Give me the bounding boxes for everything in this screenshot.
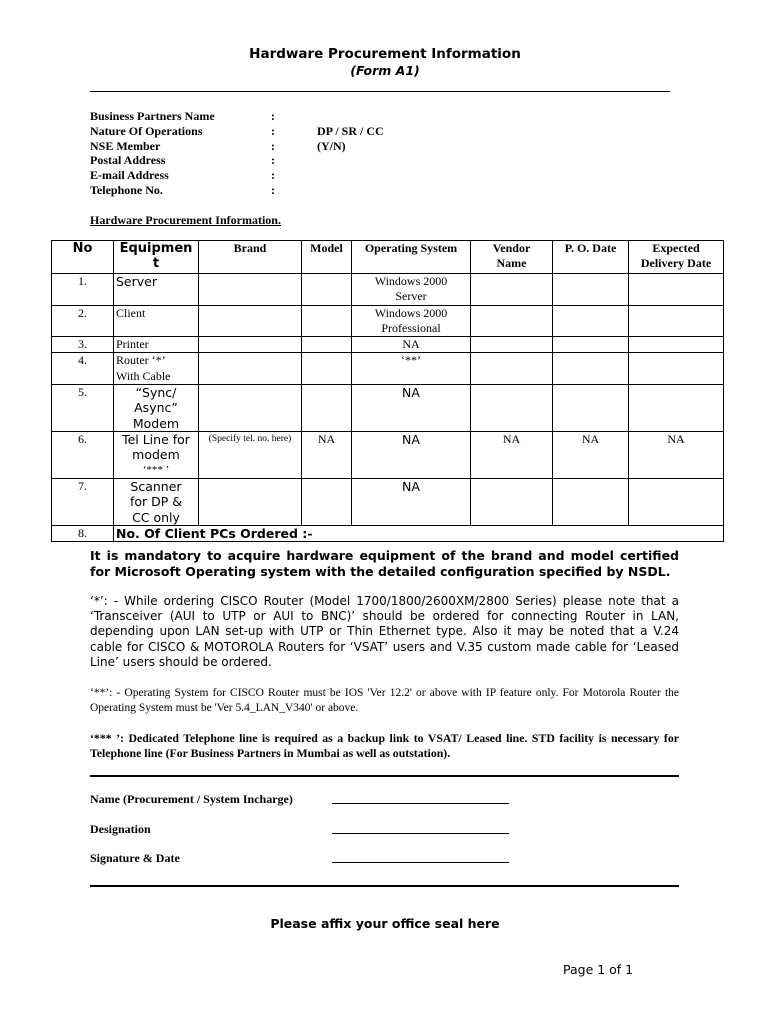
model-cell[interactable] <box>302 305 352 337</box>
vendor-cell[interactable] <box>471 478 553 525</box>
client-pcs-ordered[interactable]: No. Of Client PCs Ordered :- <box>114 525 724 541</box>
delivery-date-cell[interactable] <box>629 385 724 432</box>
equipment-line: “Sync/ <box>135 385 177 401</box>
info-label: Nature Of Operations <box>90 123 203 138</box>
row-number: 2. <box>52 305 114 337</box>
designation-field-line[interactable] <box>332 833 509 834</box>
po-date-cell[interactable] <box>553 337 629 353</box>
office-seal-text: Please affix your office seal here <box>270 916 500 931</box>
info-row-nse-member <box>90 139 510 154</box>
os-line: Professional <box>381 320 441 335</box>
os-line: NA <box>402 337 420 352</box>
os-cell <box>352 274 471 306</box>
telephone-note: ‘*** ’: Dedicated Telephone line is required as a backup link to VSAT/ Leased line. STD facility is necessary for Telephone line (For Business Partners in Mumbai as well as outstation). <box>90 731 679 760</box>
header-equipment-line2: t <box>152 256 160 272</box>
row-number: 1. <box>52 274 114 306</box>
header-no: No <box>52 241 114 274</box>
info-row-partner-name <box>90 109 510 124</box>
table-row <box>52 478 724 525</box>
model-cell[interactable] <box>302 353 352 385</box>
row-number: 6. <box>52 432 114 479</box>
table-row <box>52 337 724 353</box>
section-heading: Hardware Procurement Information. <box>90 213 281 227</box>
row-number: 8. <box>52 525 114 541</box>
info-row-telephone <box>90 183 510 198</box>
mandatory-note: It is mandatory to acquire hardware equipment of the brand and model certified for Microsoft Operating system with the detailed configuration specified by NSDL. <box>90 548 679 579</box>
brand-cell[interactable] <box>199 385 302 432</box>
equipment-line: Client <box>116 305 146 320</box>
brand-cell[interactable] <box>199 337 302 353</box>
brand-cell[interactable] <box>199 305 302 337</box>
header-po-date: P. O. Date <box>553 241 629 274</box>
po-date-cell[interactable] <box>553 478 629 525</box>
designation-label: Designation <box>90 822 151 836</box>
equipment-cell <box>114 385 199 432</box>
header-equipment <box>114 241 199 274</box>
form-subtitle: (Form A1) <box>350 63 420 78</box>
po-date-cell: NA <box>553 432 629 479</box>
os-line: Windows 2000 <box>374 274 448 288</box>
table-row <box>52 432 724 479</box>
signature-date-label: Signature & Date <box>90 851 180 865</box>
equipment-line: Router ‘*’ <box>116 353 166 368</box>
table-row <box>52 274 724 306</box>
po-date-cell[interactable] <box>553 305 629 337</box>
signature-designation-row <box>90 822 679 838</box>
name-field-line[interactable] <box>332 803 509 804</box>
os-cell <box>352 305 471 337</box>
equipment-line: Modem <box>132 415 180 431</box>
os-line: NA <box>402 478 420 494</box>
info-colon: : <box>271 123 275 138</box>
name-label: Name (Procurement / System Incharge) <box>90 792 293 806</box>
equipment-cell <box>114 478 199 525</box>
model-cell[interactable] <box>302 478 352 525</box>
os-line: Server <box>395 289 427 304</box>
os-cell <box>352 353 471 385</box>
po-date-cell[interactable] <box>553 353 629 385</box>
os-cell <box>352 432 471 479</box>
equipment-line: Tel Line for <box>122 432 190 448</box>
equipment-line: Async” <box>134 400 178 416</box>
po-date-cell[interactable] <box>553 274 629 306</box>
table-header-row <box>52 241 724 274</box>
info-label: Telephone No. <box>90 182 163 197</box>
vendor-cell[interactable] <box>471 305 553 337</box>
header-model: Model <box>302 241 352 274</box>
table-row <box>52 353 724 385</box>
delivery-date-cell[interactable] <box>629 478 724 525</box>
info-row-postal-address <box>90 153 510 168</box>
header-os: Operating System <box>352 241 471 274</box>
equipment-line: for DP & <box>129 494 183 510</box>
info-value: DP / SR / CC <box>317 123 384 138</box>
partner-info-block <box>90 109 510 198</box>
os-cell <box>352 385 471 432</box>
row-number: 3. <box>52 337 114 353</box>
equipment-line: Scanner <box>130 478 182 494</box>
info-label: Postal Address <box>90 153 166 168</box>
equipment-cell <box>114 274 199 306</box>
os-line: NA <box>402 432 420 448</box>
signature-bottom-divider <box>90 885 679 887</box>
header-vendor-line1: Vendor <box>492 241 531 255</box>
vendor-cell[interactable] <box>471 274 553 306</box>
delivery-date-cell[interactable] <box>629 337 724 353</box>
info-label: NSE Member <box>90 138 161 153</box>
signature-top-divider <box>90 775 679 777</box>
signature-date-field-line[interactable] <box>332 862 509 863</box>
signature-date-row <box>90 851 679 867</box>
model-cell[interactable] <box>302 385 352 432</box>
os-cell <box>352 337 471 353</box>
header-delivery-line2: Delivery Date <box>640 256 712 271</box>
os-line: Windows 2000 <box>374 305 448 320</box>
header-equipment-line1: Equipmen <box>119 241 193 256</box>
info-colon: : <box>271 168 275 183</box>
info-colon: : <box>271 153 275 168</box>
vendor-cell[interactable] <box>471 385 553 432</box>
row-number: 4. <box>52 353 114 385</box>
delivery-date-cell[interactable] <box>629 274 724 306</box>
delivery-date-cell[interactable] <box>629 353 724 385</box>
vendor-cell[interactable] <box>471 337 553 353</box>
signature-name-row <box>90 792 679 808</box>
equipment-cell <box>114 305 199 337</box>
brand-cell[interactable]: (Specify tel. no. here) <box>199 432 302 479</box>
vendor-cell[interactable] <box>471 353 553 385</box>
form-title: Hardware Procurement Information <box>249 46 521 62</box>
equipment-line: With Cable <box>116 368 171 383</box>
page-number: Page 1 of 1 <box>563 962 634 977</box>
equipment-cell <box>114 353 199 385</box>
model-cell[interactable] <box>302 274 352 306</box>
table-row <box>52 305 724 337</box>
vendor-cell: NA <box>471 432 553 479</box>
delivery-date-cell[interactable] <box>629 305 724 337</box>
table-row <box>52 385 724 432</box>
equipment-line: CC only <box>132 509 180 525</box>
header-vendor <box>471 241 553 274</box>
row-number: 5. <box>52 385 114 432</box>
info-row-nature-of-operations <box>90 124 510 139</box>
info-colon: : <box>271 109 275 123</box>
info-row-email <box>90 168 510 183</box>
header-delivery-line1: Expected <box>652 241 700 255</box>
header-brand: Brand <box>199 241 302 274</box>
title-divider <box>90 91 670 92</box>
equipment-line: modem <box>132 447 180 463</box>
info-colon: : <box>271 182 275 197</box>
hardware-table <box>51 240 724 542</box>
os-line: ‘**’ <box>401 353 421 368</box>
os-note: ‘**’: - Operating System for CISCO Router must be IOS 'Ver 12.2' or above with IP feature only. For Motorola Router the Operating System must be 'Ver 5.4_LAN_V340' or above. <box>90 687 679 714</box>
table-row-client-pcs <box>52 525 724 541</box>
os-cell <box>352 478 471 525</box>
router-note: ‘*’: - While ordering CISCO Router (Model 1700/1800/2600XM/2800 Series) please note that a ‘Transceiver (AUI to UTP or AUI to BNC)’ should be ordered for connecting Router in LAN, depending upon LAN set-up with UTP or Thin Ethernet type. Also it may be noted that a V.24 cable for CISCO & MOTOROLA Routers for ‘VSAT’ users and V.35 custom made cable for ‘Leased Line’ users should be ordered. <box>90 594 679 669</box>
equipment-cell <box>114 337 199 353</box>
brand-cell[interactable] <box>199 274 302 306</box>
model-cell[interactable] <box>302 337 352 353</box>
info-label: E-mail Address <box>90 168 169 183</box>
model-cell: NA <box>302 432 352 479</box>
header-vendor-line2: Name <box>496 256 527 271</box>
header-delivery-date <box>629 241 724 274</box>
delivery-date-cell: NA <box>629 432 724 479</box>
equipment-line: Printer <box>116 337 149 352</box>
po-date-cell[interactable] <box>553 385 629 432</box>
row-number: 7. <box>52 478 114 525</box>
os-line: NA <box>402 385 420 401</box>
info-label: Business Partners Name <box>90 109 215 123</box>
brand-cell[interactable] <box>199 478 302 525</box>
info-colon: : <box>271 138 275 153</box>
brand-cell[interactable] <box>199 353 302 385</box>
equipment-line: ‘*** ’ <box>142 463 170 476</box>
equipment-line: Server <box>116 274 157 289</box>
equipment-cell <box>114 432 199 479</box>
info-value: (Y/N) <box>317 138 346 153</box>
